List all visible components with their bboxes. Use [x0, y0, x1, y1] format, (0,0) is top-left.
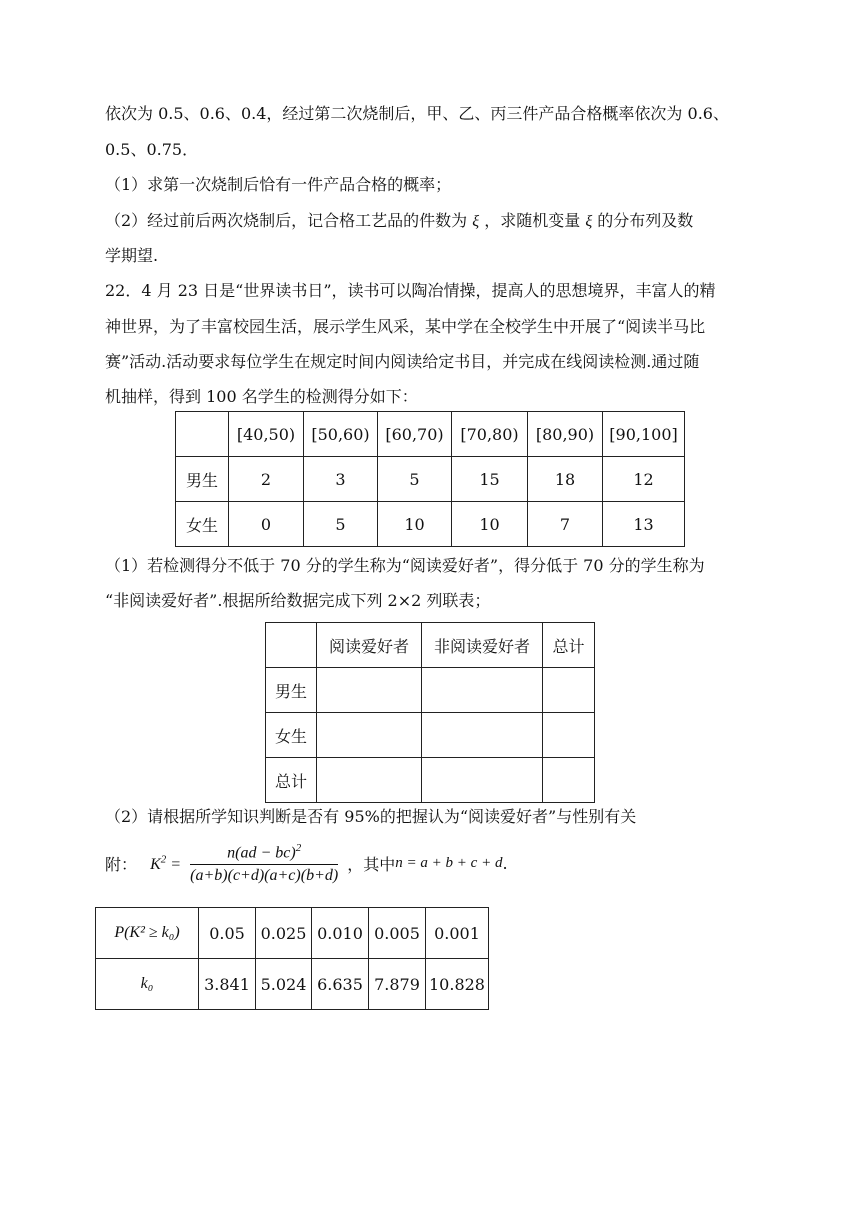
table-cell: 0.001: [426, 908, 489, 959]
table-cell: 5.024: [256, 959, 312, 1010]
header-cell: 阅读爱好者: [317, 623, 422, 668]
xi-symbol-2: ξ: [585, 213, 593, 230]
empty-cell: [317, 668, 422, 713]
table-cell: 7.879: [369, 959, 426, 1010]
row-label: P(K² ≥ k₀): [96, 908, 199, 959]
question-2: [105, 211, 693, 232]
table-row: [176, 502, 685, 547]
question-2-mid: ，求随机变量: [479, 211, 586, 230]
text-line-2: 0.5、0.75．: [105, 140, 199, 159]
table-cell: 0.005: [369, 908, 426, 959]
contingency-header: [266, 623, 595, 668]
formula-fraction: [190, 842, 338, 885]
question-2-pre: （2）经过前后两次烧制后，记合格工艺品的件数为: [105, 211, 473, 230]
problem-22-line-4: 机抽样，得到 100 名学生的检测得分如下：: [105, 387, 418, 406]
table-row: [266, 758, 595, 803]
sub-question-1a: （1）若检测得分不低于 70 分的学生称为“阅读爱好者”，得分低于 70 分的学生称为: [105, 556, 705, 575]
row-label: k₀: [96, 959, 199, 1010]
table-cell: 3.841: [199, 959, 256, 1010]
table-cell: 10.828: [426, 959, 489, 1010]
sub-question-1b: “非阅读爱好者”.根据所给数据完成下列 2×2 列联表；: [105, 591, 491, 610]
empty-cell: [422, 713, 543, 758]
n-equation: n = a + b + c + d: [395, 855, 503, 872]
problem-22-line-3: 赛”活动.活动要求每位学生在规定时间内阅读给定书目，并完成在线阅读检测.通过随: [105, 352, 700, 371]
period: .: [502, 854, 508, 874]
question-1: （1）求第一次烧制后恰有一件产品合格的概率；: [105, 175, 452, 194]
table-cell: 12: [603, 457, 685, 502]
formula-numerator: n(ad − bc)$^2$: [190, 842, 338, 865]
table-row: [266, 668, 595, 713]
table-cell: 0.025: [256, 908, 312, 959]
table-cell: 3: [304, 457, 378, 502]
text-line-1: 依次为 0.5、0.6、0.4，经过第二次烧制后，甲、乙、丙三件产品合格概率依次为 0.6、: [105, 104, 729, 123]
problem-22-line-1: 22．4 月 23 日是“世界读书日”，读书可以陶冶情操，提高人的思想境界，丰富人的精: [105, 281, 716, 300]
xi-symbol: ξ: [472, 213, 480, 230]
empty-cell: [317, 713, 422, 758]
table-row: [176, 457, 685, 502]
empty-cell: [543, 713, 595, 758]
question-2-post: 的分布列及数: [592, 211, 694, 230]
empty-cell: [317, 758, 422, 803]
empty-cell: [422, 758, 543, 803]
question-2-cont: 学期望.: [105, 246, 159, 265]
table-cell: 5: [378, 457, 452, 502]
row-label: 女生: [176, 502, 229, 547]
table-row: [96, 908, 489, 959]
row-label: 男生: [266, 668, 317, 713]
contingency-table: [265, 622, 595, 803]
problem-22-line-2: 神世界，为了丰富校园生活，展示学生风采，某中学在全校学生中开展了“阅读半马比: [105, 317, 706, 336]
header-cell: 非阅读爱好者: [422, 623, 543, 668]
where-text: ，其中: [347, 855, 396, 875]
table-cell: 18: [528, 457, 603, 502]
header-cell: [50,60): [304, 412, 378, 457]
table-cell: 15: [452, 457, 528, 502]
table-cell: 6.635: [312, 959, 369, 1010]
table-cell: 7: [528, 502, 603, 547]
sub-question-2: （2）请根据所学知识判断是否有 95%的把握认为“阅读爱好者”与性别有关: [105, 807, 637, 826]
score-table: [175, 411, 685, 547]
header-cell: [90,100]: [603, 412, 685, 457]
header-cell: 总计: [543, 623, 595, 668]
empty-cell: [543, 758, 595, 803]
table-cell: 2: [229, 457, 304, 502]
empty-cell: [543, 668, 595, 713]
numerator-text: n(ad − bc): [227, 844, 296, 862]
row-label: 男生: [176, 457, 229, 502]
fu-label: 附：: [105, 855, 138, 875]
header-cell: [70,80): [452, 412, 528, 457]
table-cell: 0.05: [199, 908, 256, 959]
k-symbol: K: [150, 855, 161, 873]
critical-value-table: [95, 907, 489, 1010]
table-cell: 10: [452, 502, 528, 547]
table-cell: 0.010: [312, 908, 369, 959]
formula-line: [105, 842, 508, 885]
empty-cell: [422, 668, 543, 713]
header-cell: [60,70): [378, 412, 452, 457]
header-cell: [80,90): [528, 412, 603, 457]
table-cell: 10: [378, 502, 452, 547]
table-row: [266, 713, 595, 758]
header-cell: [176, 412, 229, 457]
header-cell: [40,50): [229, 412, 304, 457]
table-cell: 5: [304, 502, 378, 547]
row-label: 女生: [266, 713, 317, 758]
formula-denominator: (a+b)(c+d)(a+c)(b+d): [190, 867, 339, 885]
score-table-header: [176, 412, 685, 457]
header-cell: [266, 623, 317, 668]
table-cell: 13: [603, 502, 685, 547]
table-cell: 0: [229, 502, 304, 547]
k-squared: $K^2$ =: [150, 853, 182, 873]
table-row: [96, 959, 489, 1010]
row-label: 总计: [266, 758, 317, 803]
